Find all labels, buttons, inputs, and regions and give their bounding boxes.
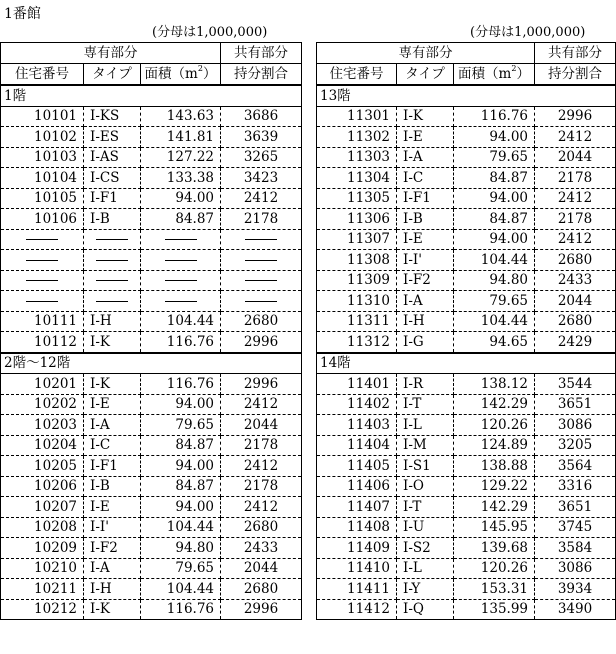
unit-area: 79.65 [454,291,535,312]
header-common: 共有部分 [221,43,302,64]
unit-area: 116.76 [454,106,535,127]
unit-share: 2412 [535,229,616,250]
unit-type: I-O [397,476,454,497]
unit-area: 145.95 [454,517,535,538]
placeholder-dash [221,270,302,291]
table-row [1,415,302,436]
unit-area: 94.00 [454,188,535,209]
unit-share: 2433 [535,270,616,291]
table-row [1,599,302,620]
table-row [317,209,616,230]
share-table-left [0,42,302,620]
unit-type: I-E [397,229,454,250]
unit-number: 10102 [1,127,84,148]
unit-area: 94.00 [454,229,535,250]
unit-type: I-A [397,147,454,168]
header-unit-no: 住宅番号 [317,64,397,86]
header-type: タイプ [397,64,454,86]
unit-number: 10209 [1,538,84,559]
unit-share: 2680 [221,517,302,538]
table-row [1,250,302,271]
unit-type: I-K [397,106,454,127]
floor-section-label: 1階 [1,85,302,106]
table-row [317,106,616,127]
header-common: 共有部分 [535,43,616,64]
unit-share: 2412 [221,497,302,518]
unit-share: 3316 [535,476,616,497]
table-row [1,394,302,415]
placeholder-dash [221,229,302,250]
unit-area: 127.22 [141,147,221,168]
unit-type: I-A [397,291,454,312]
floor-section-label: 13階 [317,85,616,106]
unit-type: I-G [397,332,454,353]
unit-share: 3639 [221,127,302,148]
unit-type: I-C [84,435,141,456]
table-row [317,558,616,579]
table-row [317,332,616,353]
unit-share: 2412 [535,127,616,148]
unit-type: I-B [84,209,141,230]
unit-type: I-H [84,311,141,332]
unit-share: 2680 [221,311,302,332]
unit-share: 3265 [221,147,302,168]
unit-number: 11311 [317,311,397,332]
unit-share: 2412 [221,188,302,209]
unit-type: I-M [397,435,454,456]
table-row [1,538,302,559]
unit-share: 3544 [535,374,616,395]
unit-area: 84.87 [141,435,221,456]
table-row [317,497,616,518]
unit-area: 79.65 [454,147,535,168]
unit-area: 84.87 [141,209,221,230]
unit-type: I-A [84,558,141,579]
unit-number: 11412 [317,599,397,620]
unit-number: 11407 [317,497,397,518]
unit-number: 11306 [317,209,397,230]
unit-type: I-R [397,374,454,395]
table-row [1,497,302,518]
share-table-right [316,42,616,620]
floor-section-label: 2階～12階 [1,353,302,374]
unit-share: 2044 [221,415,302,436]
table-row [1,517,302,538]
table-row [317,456,616,477]
placeholder-dash [84,250,141,271]
unit-area: 94.00 [141,394,221,415]
table-row [1,311,302,332]
unit-type: I-C [397,168,454,189]
header-type: タイプ [84,64,141,86]
unit-number: 10106 [1,209,84,230]
unit-share: 3651 [535,394,616,415]
header-area: 面積$(m^2)$ [141,64,221,86]
placeholder-dash [1,250,84,271]
unit-area: 153.31 [454,579,535,600]
unit-type: I-KS [84,106,141,127]
unit-number: 10111 [1,311,84,332]
unit-type: I-K [84,374,141,395]
unit-share: 2044 [221,558,302,579]
table-row [317,435,616,456]
table-row [317,517,616,538]
table-row [317,270,616,291]
table-row [317,291,616,312]
unit-number: 10103 [1,147,84,168]
unit-area: 120.26 [454,558,535,579]
unit-number: 11411 [317,579,397,600]
unit-number: 10206 [1,476,84,497]
unit-number: 10201 [1,374,84,395]
unit-type: I-CS [84,168,141,189]
unit-share: 2412 [221,394,302,415]
unit-number: 10105 [1,188,84,209]
table-row [1,558,302,579]
unit-area: 141.81 [141,127,221,148]
unit-area: 143.63 [141,106,221,127]
placeholder-dash [1,270,84,291]
unit-type: I-S2 [397,538,454,559]
placeholder-dash [221,291,302,312]
unit-number: 11308 [317,250,397,271]
unit-area: 129.22 [454,476,535,497]
unit-type: I-T [397,394,454,415]
unit-type: I-F2 [84,538,141,559]
unit-share: 2178 [221,435,302,456]
unit-share: 2996 [221,332,302,353]
header-unit-no: 住宅番号 [1,64,84,86]
unit-type: I-S1 [397,456,454,477]
table-row [317,394,616,415]
table-row [1,168,302,189]
unit-area: 124.89 [454,435,535,456]
unit-type: I-F1 [84,188,141,209]
header-share: 持分割合 [535,64,616,86]
unit-share: 3745 [535,517,616,538]
unit-area: 104.44 [454,250,535,271]
unit-number: 10212 [1,599,84,620]
unit-area: 94.65 [454,332,535,353]
unit-number: 11302 [317,127,397,148]
unit-number: 10101 [1,106,84,127]
floor-section-label: 14階 [317,353,616,374]
unit-share: 3686 [221,106,302,127]
unit-number: 10207 [1,497,84,518]
unit-share: 3651 [535,497,616,518]
unit-share: 2044 [535,147,616,168]
unit-type: I-K [84,332,141,353]
unit-number: 11405 [317,456,397,477]
table-row [317,188,616,209]
unit-share: 3423 [221,168,302,189]
table-row [317,168,616,189]
unit-area: 84.87 [141,476,221,497]
unit-type: I-ES [84,127,141,148]
table-row [317,599,616,620]
unit-type: I-E [84,497,141,518]
unit-share: 2996 [221,374,302,395]
table-row [1,106,302,127]
unit-area: 116.76 [141,374,221,395]
denominator-note-left: (分母は1,000,000) [152,25,268,40]
table-row [1,435,302,456]
unit-area: 142.29 [454,497,535,518]
unit-number: 10202 [1,394,84,415]
unit-share: 2996 [535,106,616,127]
table-row [317,127,616,148]
table-row [317,538,616,559]
unit-area: 94.00 [141,456,221,477]
unit-area: 84.87 [454,209,535,230]
table-row [1,374,302,395]
unit-number: 10205 [1,456,84,477]
unit-number: 11402 [317,394,397,415]
unit-number: 10204 [1,435,84,456]
unit-share: 3584 [535,538,616,559]
unit-area: 133.38 [141,168,221,189]
placeholder-dash [84,291,141,312]
unit-number: 11310 [317,291,397,312]
placeholder-dash [1,229,84,250]
unit-area: 94.80 [454,270,535,291]
unit-area: 104.44 [141,579,221,600]
placeholder-dash [84,270,141,291]
unit-area: 120.26 [454,415,535,436]
table-row [1,127,302,148]
table-row [317,579,616,600]
unit-number: 11303 [317,147,397,168]
table-row [317,147,616,168]
unit-area: 94.00 [454,127,535,148]
unit-type: I-AS [84,147,141,168]
unit-share: 2680 [535,311,616,332]
table-row [1,229,302,250]
header-exclusive: 専有部分 [1,43,221,64]
header-share: 持分割合 [221,64,302,86]
unit-number: 11312 [317,332,397,353]
unit-share: 2412 [535,188,616,209]
table-row [317,374,616,395]
unit-area: 94.80 [141,538,221,559]
unit-number: 10210 [1,558,84,579]
table-row [1,579,302,600]
unit-type: I-H [397,311,454,332]
unit-area: 94.00 [141,497,221,518]
unit-share: 3490 [535,599,616,620]
unit-type: I-Q [397,599,454,620]
unit-share: 2178 [221,476,302,497]
unit-number: 10203 [1,415,84,436]
table-row [1,476,302,497]
unit-number: 11406 [317,476,397,497]
table-row [317,250,616,271]
table-row [317,415,616,436]
table-row [317,476,616,497]
unit-share: 3934 [535,579,616,600]
placeholder-dash [84,229,141,250]
placeholder-dash [141,270,221,291]
unit-number: 11410 [317,558,397,579]
unit-type: I-L [397,415,454,436]
table-row [1,188,302,209]
unit-area: 84.87 [454,168,535,189]
unit-type: I-Y [397,579,454,600]
unit-share: 3086 [535,558,616,579]
unit-share: 2680 [221,579,302,600]
unit-number: 11301 [317,106,397,127]
unit-area: 142.29 [454,394,535,415]
unit-number: 11307 [317,229,397,250]
unit-type: I-F1 [84,456,141,477]
unit-area: 135.99 [454,599,535,620]
unit-type: I-K [84,599,141,620]
unit-share: 2412 [221,456,302,477]
denominator-note-right: (分母は1,000,000) [470,25,586,40]
table-row [1,291,302,312]
table-row [317,311,616,332]
placeholder-dash [141,250,221,271]
unit-number: 10211 [1,579,84,600]
unit-number: 10112 [1,332,84,353]
unit-share: 3564 [535,456,616,477]
unit-share: 2178 [221,209,302,230]
unit-type: I-E [397,127,454,148]
unit-share: 2429 [535,332,616,353]
unit-number: 11409 [317,538,397,559]
unit-type: I-I' [84,517,141,538]
unit-type: I-H [84,579,141,600]
unit-area: 104.44 [141,517,221,538]
unit-area: 138.12 [454,374,535,395]
unit-type: I-F2 [397,270,454,291]
table-row [1,147,302,168]
table-row [1,456,302,477]
placeholder-dash [1,291,84,312]
unit-share: 2680 [535,250,616,271]
unit-share: 3205 [535,435,616,456]
unit-area: 104.44 [454,311,535,332]
unit-area: 104.44 [141,311,221,332]
unit-area: 116.76 [141,332,221,353]
header-exclusive: 専有部分 [317,43,535,64]
placeholder-dash [221,250,302,271]
unit-number: 11304 [317,168,397,189]
unit-number: 10208 [1,517,84,538]
placeholder-dash [141,229,221,250]
unit-type: I-E [84,394,141,415]
unit-area: 116.76 [141,599,221,620]
unit-share: 2433 [221,538,302,559]
unit-share: 2178 [535,209,616,230]
unit-share: 3086 [535,415,616,436]
unit-share: 2996 [221,599,302,620]
table-row [1,332,302,353]
table-row [1,270,302,291]
unit-type: I-I' [397,250,454,271]
unit-area: 94.00 [141,188,221,209]
unit-number: 11404 [317,435,397,456]
unit-type: I-B [84,476,141,497]
placeholder-dash [141,291,221,312]
unit-number: 11305 [317,188,397,209]
unit-type: I-U [397,517,454,538]
unit-type: I-L [397,558,454,579]
building-title: 1番館 [4,6,41,22]
unit-area: 79.65 [141,558,221,579]
unit-number: 11309 [317,270,397,291]
unit-type: I-T [397,497,454,518]
unit-area: 139.68 [454,538,535,559]
table-row [1,209,302,230]
unit-type: I-F1 [397,188,454,209]
unit-share: 2178 [535,168,616,189]
unit-number: 10104 [1,168,84,189]
unit-number: 11403 [317,415,397,436]
header-area: 面積$(m^2)$ [454,64,535,86]
unit-area: 79.65 [141,415,221,436]
unit-number: 11401 [317,374,397,395]
unit-number: 11408 [317,517,397,538]
unit-type: I-B [397,209,454,230]
table-row [317,229,616,250]
unit-type: I-A [84,415,141,436]
unit-area: 138.88 [454,456,535,477]
unit-share: 2044 [535,291,616,312]
